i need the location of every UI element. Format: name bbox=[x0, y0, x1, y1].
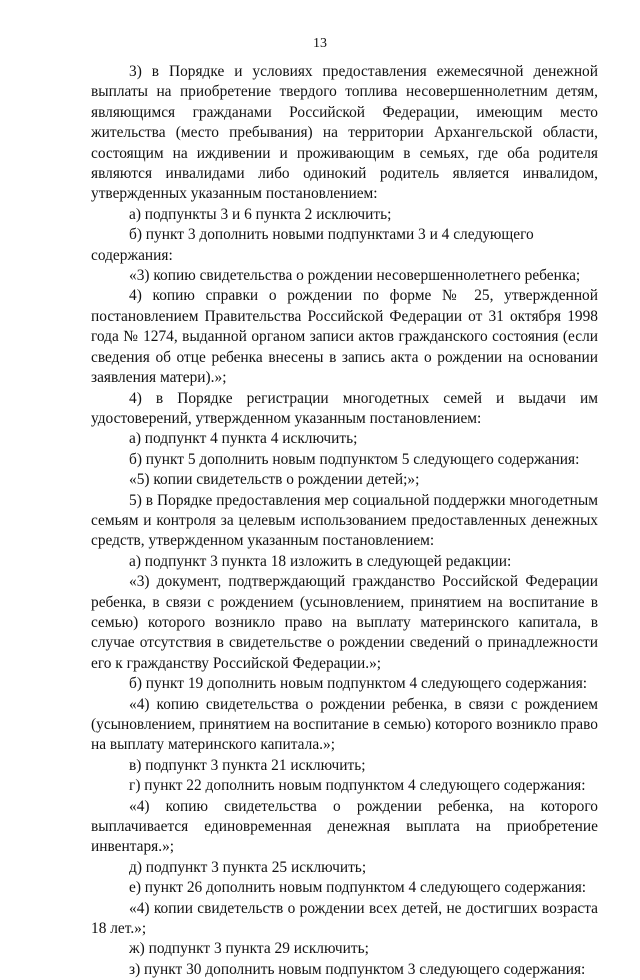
quoted-subitem-4: «4) копии свидетельств о рождении всех детей, не достигших возраста 18 лет.»; bbox=[91, 899, 598, 938]
quoted-subitem-5: «5) копии свидетельств о рождении детей;»; bbox=[129, 471, 420, 489]
subitem-d: д) подпункт 3 пункта 25 исключить; bbox=[129, 858, 367, 876]
page-number: 13 bbox=[313, 36, 327, 51]
quoted-subitem-4: 4) копию справки о рождении по форме № 25, утвержденной постановлением Правительства Российской Федерации от 31 октября 1998 года № 1274, выданной органом записи актов гражданского состояния (если сведения об отце ребенка внесены в запись акта о рождении на основании заявления матери).»; bbox=[91, 287, 598, 387]
subitem-a: а) подпункты 3 и 6 пункта 2 исключить; bbox=[129, 205, 392, 223]
subitem-v: в) подпункт 3 пункта 21 исключить; bbox=[129, 756, 366, 774]
subitem-b: б) пункт 3 дополнить новыми подпунктами 3 и 4 следующего содержания: bbox=[91, 226, 534, 264]
subitem-a: а) подпункт 3 пункта 18 изложить в следующей редакции: bbox=[129, 552, 512, 570]
subitem-z: з) пункт 30 дополнить новым подпунктом 3 следующего содержания: bbox=[129, 960, 586, 978]
subitem-e: е) пункт 26 дополнить новым подпунктом 4 следующего содержания: bbox=[129, 879, 587, 897]
subitem-g: г) пункт 22 дополнить новым подпунктом 4 следующего содержания: bbox=[129, 777, 586, 795]
paragraph-item-4: 4) в Порядке регистрации многодетных семей и выдачи им удостоверений, утвержденном указанным постановлением: bbox=[91, 389, 598, 427]
subitem-a: а) подпункт 4 пункта 4 исключить; bbox=[129, 430, 358, 448]
paragraph-item-3: 3) в Порядке и условиях предоставления ежемесячной денежной выплаты на приобретение твердого топлива несовершеннолетним детям, являющимся гражданами Российской Федерации, имеющим место жительства (место пребывания) на территории Архангельской области, состоящим на иждивении и проживающим в семьях, где оба родителя являются инвалидами либо одинокий родитель является инвалидом, утвержденных указанным постановлением: bbox=[91, 63, 598, 203]
subitem-b: б) пункт 19 дополнить новым подпунктом 4 следующего содержания: bbox=[129, 675, 588, 693]
quoted-subitem-4: «4) копию свидетельства о рождении ребенка, на которого выплачивается единовременная денежная выплата на приобретение инвентаря.»; bbox=[91, 797, 598, 856]
quoted-subitem-3: «3) документ, подтверждающий гражданство Российской Федерации ребенка, в связи с рождением (усыновлением, принятием на воспитание в семью) которого возникло право на выплату материнского капитала, в случае отсутствия в свидетельстве о рождении сведений о принадлежности его к гражданству Российской Федерации.»; bbox=[91, 573, 598, 672]
subitem-zh: ж) подпункт 3 пункта 29 исключить; bbox=[129, 940, 369, 958]
document-body bbox=[91, 62, 598, 980]
quoted-subitem-3: «3) копию свидетельства о рождении несовершеннолетнего ребенка; bbox=[129, 267, 581, 285]
quoted-subitem-4: «4) копию свидетельства о рождении ребенка, в связи с рождением (усыновлением, принятием на воспитание в семью) которого возникло право на выплату материнского капитала.»; bbox=[91, 695, 598, 754]
subitem-b: б) пункт 5 дополнить новым подпунктом 5 следующего содержания: bbox=[129, 450, 580, 468]
paragraph-item-5: 5) в Порядке предоставления мер социальной поддержки многодетным семьям и контроля за целевым использованием предоставленных денежных средств, утвержденном указанным постановлением: bbox=[91, 491, 598, 550]
